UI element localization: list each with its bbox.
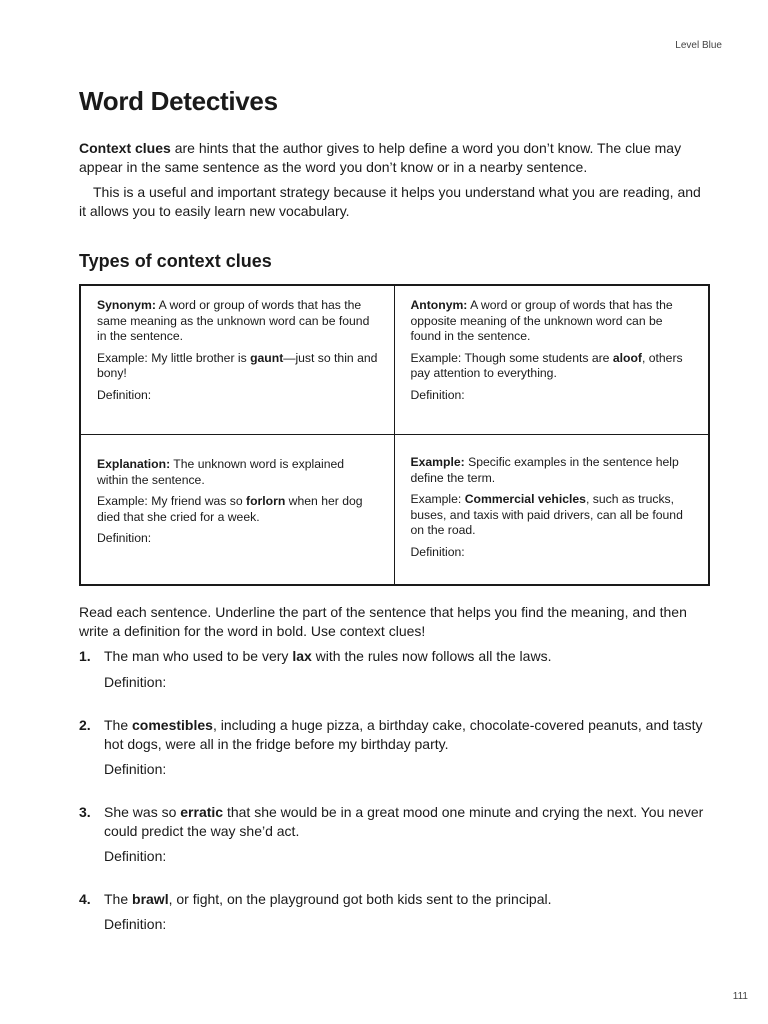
example-label: Example: bbox=[410, 455, 465, 469]
synonym-description bbox=[97, 298, 378, 345]
synonym-definition-label: Definition: bbox=[97, 387, 152, 402]
intro-paragraph-2: This is a useful and important strategy because it helps you understand what you are reading, and it allows you to easily learn new vocabulary. bbox=[79, 184, 701, 219]
synonym-desc-text: A word or group of words that has the same meaning as the unknown word can be found in the sentence. bbox=[97, 298, 370, 343]
explanation-cell bbox=[81, 435, 395, 584]
question-number: 3. bbox=[79, 804, 91, 820]
example-cell bbox=[395, 435, 709, 584]
question-sentence bbox=[104, 890, 704, 909]
antonym-cell bbox=[395, 286, 709, 435]
question-number: 2. bbox=[79, 717, 91, 733]
level-label: Level Blue bbox=[675, 40, 722, 51]
instructions bbox=[79, 603, 709, 641]
instructions-text: Read each sentence. Underline the part of the sentence that helps you find the meaning, and then write a definition for the word in bold. Use context clues! bbox=[79, 604, 687, 639]
example-example-post: , such as trucks, buses, and taxis with paid drivers, can all be found on the road. bbox=[410, 492, 683, 537]
explanation-example-post: when her dog died that she cried for a week. bbox=[97, 494, 363, 524]
synonym-example-post: —just so thin and bony! bbox=[97, 350, 378, 380]
example-desc-text: Specific examples in the sentence help define the term. bbox=[410, 455, 679, 485]
intro-section bbox=[79, 139, 709, 227]
explanation-definition-label: Definition: bbox=[97, 531, 152, 545]
example-example-word: Commercial vehicles bbox=[464, 492, 586, 506]
antonym-example-word: aloof bbox=[612, 350, 642, 365]
sentence-pre: She was so bbox=[104, 804, 181, 820]
context-clues-term: Context clues bbox=[79, 140, 171, 156]
antonym-description bbox=[411, 298, 693, 345]
explanation-example-word: forlorn bbox=[246, 494, 286, 508]
vocab-word: erratic bbox=[180, 804, 224, 820]
question-number: 4. bbox=[79, 891, 91, 907]
example-example-pre: Example: bbox=[410, 492, 465, 506]
sentence-post: that she would be in a great mood one minute and crying the next. You never could predict the way she’d act. bbox=[104, 804, 704, 839]
vocab-word: brawl bbox=[132, 891, 169, 907]
vocab-word: comestibles bbox=[132, 717, 213, 733]
example-definition-label: Definition: bbox=[410, 544, 465, 559]
definition-label: Definition: bbox=[104, 674, 167, 690]
antonym-label: Antonym: bbox=[410, 298, 468, 312]
context-clues-table bbox=[79, 284, 710, 586]
antonym-example bbox=[411, 351, 693, 382]
sentence-post: , including a huge pizza, a birthday cake, chocolate-covered peanuts, and tasty hot dogs, were all in the fridge before my birthday party. bbox=[104, 717, 703, 752]
intro-paragraph-1 bbox=[79, 139, 709, 177]
sentence-post: , or fight, on the playground got both kids sent to the principal. bbox=[168, 891, 552, 907]
synonym-label: Synonym: bbox=[97, 298, 156, 312]
explanation-example-pre: Example: My friend was so bbox=[97, 494, 247, 508]
intro-p1-text: are hints that the author gives to help define a word you don’t know. The clue may appear in the same sentence as the word you don’t know or in a nearby sentence. bbox=[79, 140, 682, 175]
definition-label: Definition: bbox=[104, 761, 167, 777]
sentence-pre: The bbox=[104, 891, 133, 907]
explanation-desc-text: The unknown word is explained within the sentence. bbox=[97, 457, 345, 487]
section-title: Types of context clues bbox=[79, 251, 272, 271]
sentence-post: with the rules now follows all the laws. bbox=[311, 648, 552, 664]
sentence-pre: The man who used to be very bbox=[104, 648, 293, 664]
antonym-desc-text: A word or group of words that has the opposite meaning of the unknown word can be found in the sentence. bbox=[410, 298, 673, 343]
synonym-example-pre: Example: My little brother is bbox=[97, 350, 251, 365]
synonym-cell bbox=[81, 286, 395, 435]
question-sentence bbox=[104, 716, 704, 754]
synonym-example-word: gaunt bbox=[250, 350, 284, 365]
example-example bbox=[411, 492, 693, 539]
vocab-word: lax bbox=[292, 648, 312, 664]
synonym-example bbox=[97, 351, 378, 382]
example-description bbox=[411, 455, 693, 486]
explanation-example bbox=[97, 494, 378, 525]
question-sentence bbox=[104, 803, 704, 841]
explanation-label: Explanation: bbox=[97, 457, 171, 471]
antonym-definition-label: Definition: bbox=[410, 387, 465, 402]
explanation-description bbox=[97, 457, 378, 488]
page-number: 111 bbox=[732, 991, 748, 1002]
sentence-pre: The bbox=[104, 717, 133, 733]
antonym-example-pre: Example: Though some students are bbox=[410, 350, 613, 365]
antonym-example-post: , others pay attention to everything. bbox=[410, 350, 683, 380]
page-title: Word Detectives bbox=[79, 86, 278, 116]
question-sentence bbox=[104, 647, 704, 666]
question-number: 1. bbox=[79, 648, 91, 664]
definition-label: Definition: bbox=[104, 916, 167, 932]
definition-label: Definition: bbox=[104, 848, 167, 864]
